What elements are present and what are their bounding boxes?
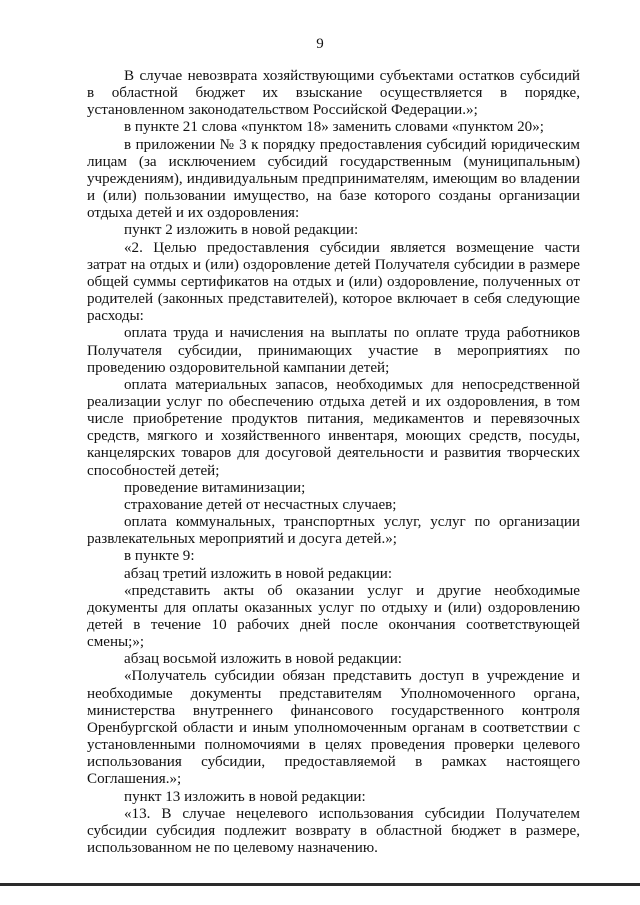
paragraph: оплата материальных запасов, необходимых для непосредственной реализации услуг по обеспечению отдыха детей и их оздоровления, в том числе приобретение продуктов питания, медикаментов и перевязочных средств, мягкого и хозяйственного инвентаря, моющих средств, посуды, канцелярских товаров для досуговой деятельности и развития творческих способностей детей; <box>87 376 580 479</box>
paragraph: «представить акты об оказании услуг и другие необходимые документы для оплаты оказанных услуг по отдыху и (или) оздоровлению детей в течение 10 рабочих дней после окончания соответствующей смены;»; <box>87 582 580 651</box>
paragraph: «Получатель субсидии обязан представить доступ в учреждение и необходимые документы представителям Уполномоченного органа, министерства внутреннего финансового государственного контроля Оренбургской области и иным уполномоченным органам в соответствии с установленными полномочиями в целях проведения проверки целевого использования субсидии, предоставляемой в рамках настоящего Соглашения.»; <box>87 668 580 788</box>
paragraph: страхование детей от несчастных случаев; <box>124 496 397 513</box>
document-body <box>87 68 580 857</box>
paragraph: в приложении № 3 к порядку предоставления субсидий юридическим лицам (за исключением субсидий государственным (муниципальным) учреждениям), индивидуальным предпринимателям, имеющим во владении и (или) пользовании имущество, на базе которого созданы организации отдыха детей и их оздоровления: <box>87 136 580 222</box>
paragraph: в пункте 9: <box>124 548 195 565</box>
paragraph: «13. В случае нецелевого использования субсидии Получателем субсидии субсидия подлежит возврату в областной бюджет в размере, использованном не по целевому назначению. <box>87 805 580 857</box>
paragraph: проведение витаминизации; <box>124 479 306 496</box>
paragraph: оплата труда и начисления на выплаты по оплате труда работников Получателя субсидии, принимающих участие в мероприятиях по проведению оздоровительной кампании детей; <box>87 325 580 376</box>
page-number: 9 <box>316 36 324 52</box>
paragraph: в пункте 21 слова «пунктом 18» заменить словами «пунктом 20»; <box>124 119 544 136</box>
paragraph: абзац третий изложить в новой редакции: <box>124 565 393 582</box>
paragraph: абзац восьмой изложить в новой редакции: <box>124 651 403 668</box>
paragraph: «2. Целью предоставления субсидии является возмещение части затрат на отдых и (или) оздоровление детей Получателя субсидии в размере общей суммы сертификатов на отдых и (или) оздоровление, полученных от родителей (законных представителей), которое включает в себя следующие расходы: <box>87 239 580 325</box>
paragraph: пункт 2 изложить в новой редакции: <box>124 222 359 239</box>
paragraph: В случае невозврата хозяйствующими субъектами остатков субсидий в областной бюджет их взыскание осуществляется в порядке, установленном законодательством Российской Федерации.»; <box>87 68 580 119</box>
bottom-scan-rule <box>0 883 640 886</box>
paragraph: оплата коммунальных, транспортных услуг, услуг по организации развлекательных мероприятий и досуга детей.»; <box>87 514 580 548</box>
paragraph: пункт 13 изложить в новой редакции: <box>124 788 366 805</box>
